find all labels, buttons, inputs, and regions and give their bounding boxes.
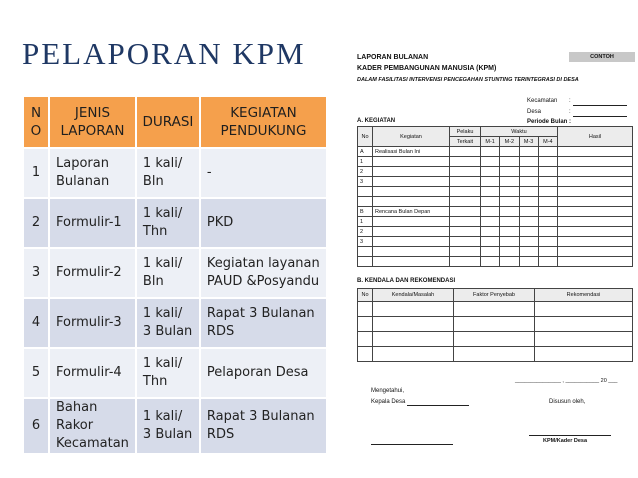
disusun-label: Disusun oleh,	[549, 399, 586, 405]
row-num: 2	[358, 227, 373, 237]
form-heading-1: LAPORAN BULANAN	[357, 54, 429, 61]
cell-kegiatan: PKD	[200, 198, 327, 248]
section-a-title: A. KEGIATAN	[357, 118, 396, 124]
desa-label: Desa	[527, 109, 542, 115]
group-a-code: A	[358, 147, 373, 157]
a-header-m3: M-3	[519, 137, 538, 147]
cell-jenis: Formulir-3	[49, 298, 136, 348]
table-row	[23, 248, 327, 298]
cell-kegiatan: -	[200, 148, 327, 198]
row-num: 2	[358, 167, 373, 177]
cell-no: 1	[23, 148, 49, 198]
header-durasi: DURASI	[136, 96, 200, 148]
cell-kegiatan: Rapat 3 Bulanan RDS	[200, 398, 327, 454]
cell-no: 6	[23, 398, 49, 454]
cell-durasi: 1 kali/ Bln	[136, 248, 200, 298]
a-header-waktu: Waktu	[481, 127, 558, 137]
periode-label: Periode Bulan :	[527, 119, 572, 125]
a-header-m4: M-4	[538, 137, 557, 147]
contoh-badge: CONTOH	[569, 52, 635, 62]
header-kegiatan: KEGIATAN PENDUKUNG	[200, 96, 327, 148]
kegiatan-table	[357, 126, 633, 267]
cell-no: 4	[23, 298, 49, 348]
kecamatan-line	[573, 105, 627, 106]
page-title: PELAPORAN KPM	[22, 36, 306, 71]
cell-jenis: Laporan Bulanan	[49, 148, 136, 198]
a-header-m2: M-2	[500, 137, 519, 147]
header-no: N O	[23, 96, 49, 148]
a-header-no: No	[358, 127, 373, 147]
kecamatan-colon: :	[569, 98, 571, 104]
form-heading-2: KADER PEMBANGUNAN MANUSIA (KPM)	[357, 65, 497, 72]
cell-kegiatan: Rapat 3 Bulanan RDS	[200, 298, 327, 348]
row-num: 3	[358, 177, 373, 187]
desa-colon: :	[569, 109, 571, 115]
cell-kegiatan: Kegiatan layanan PAUD &Posyandu	[200, 248, 327, 298]
group-b-code: B	[358, 207, 373, 217]
b-header-no: No	[358, 289, 373, 302]
row-num: 1	[358, 157, 373, 167]
group-b-label: Rencana Bulan Depan	[373, 207, 450, 217]
table-row	[23, 148, 327, 198]
cell-no: 5	[23, 348, 49, 398]
kendala-table	[357, 288, 633, 362]
table-row	[23, 198, 327, 248]
report-table	[22, 95, 328, 455]
cell-no: 2	[23, 198, 49, 248]
cell-jenis: Formulir-4	[49, 348, 136, 398]
cell-durasi: 1 kali/ 3 Bulan	[136, 298, 200, 348]
cell-durasi: 1 kali/ Bln	[136, 148, 200, 198]
section-b-title: B. KENDALA DAN REKOMENDASI	[357, 278, 456, 284]
mengetahui-label: Mengetahui,	[371, 388, 405, 394]
header-jenis: JENIS LAPORAN	[49, 96, 136, 148]
table-row	[23, 298, 327, 348]
table-row	[23, 348, 327, 398]
kepala-desa-sign-line	[371, 444, 453, 445]
a-header-terkait: Terkait	[450, 137, 481, 147]
cell-kegiatan: Pelaporan Desa	[200, 348, 327, 398]
cell-no: 3	[23, 248, 49, 298]
a-header-pelaku: Pelaku	[450, 127, 481, 137]
row-num: 3	[358, 237, 373, 247]
a-header-m1: M-1	[481, 137, 500, 147]
a-header-kegiatan: Kegiatan	[373, 127, 450, 147]
kepala-desa-label: Kepala Desa	[371, 399, 406, 405]
monthly-report-form	[357, 48, 635, 458]
kpm-sign-label: KPM/Kader Desa	[543, 438, 588, 444]
b-header-rekomendasi: Rekomendasi	[535, 289, 633, 302]
kecamatan-label: Kecamatan	[527, 98, 558, 104]
form-subheading: DALAM FASILITASI INTERVENSI PENCEGAHAN STUNTING TERINTEGRASI DI DESA	[357, 77, 579, 83]
cell-durasi: 1 kali/ 3 Bulan	[136, 398, 200, 454]
table-row	[23, 398, 327, 454]
b-header-faktor: Faktor Penyebab	[454, 289, 535, 302]
kpm-sign-line	[529, 435, 611, 436]
date-line: _______________ , ___________ 20 ___	[515, 378, 618, 384]
table-header-row	[23, 96, 327, 148]
row-num: 1	[358, 217, 373, 227]
cell-jenis: Formulir-1	[49, 198, 136, 248]
b-header-kendala: Kendala/Masalah	[373, 289, 454, 302]
group-a-label: Realisasi Bulan Ini	[373, 147, 450, 157]
cell-jenis: Bahan Rakor Kecamatan	[49, 398, 136, 454]
kepala-desa-line	[407, 405, 469, 406]
a-header-hasil: Hasil	[558, 127, 633, 147]
cell-durasi: 1 kali/ Thn	[136, 198, 200, 248]
cell-durasi: 1 kali/ Thn	[136, 348, 200, 398]
cell-jenis: Formulir-2	[49, 248, 136, 298]
desa-line	[573, 116, 627, 117]
